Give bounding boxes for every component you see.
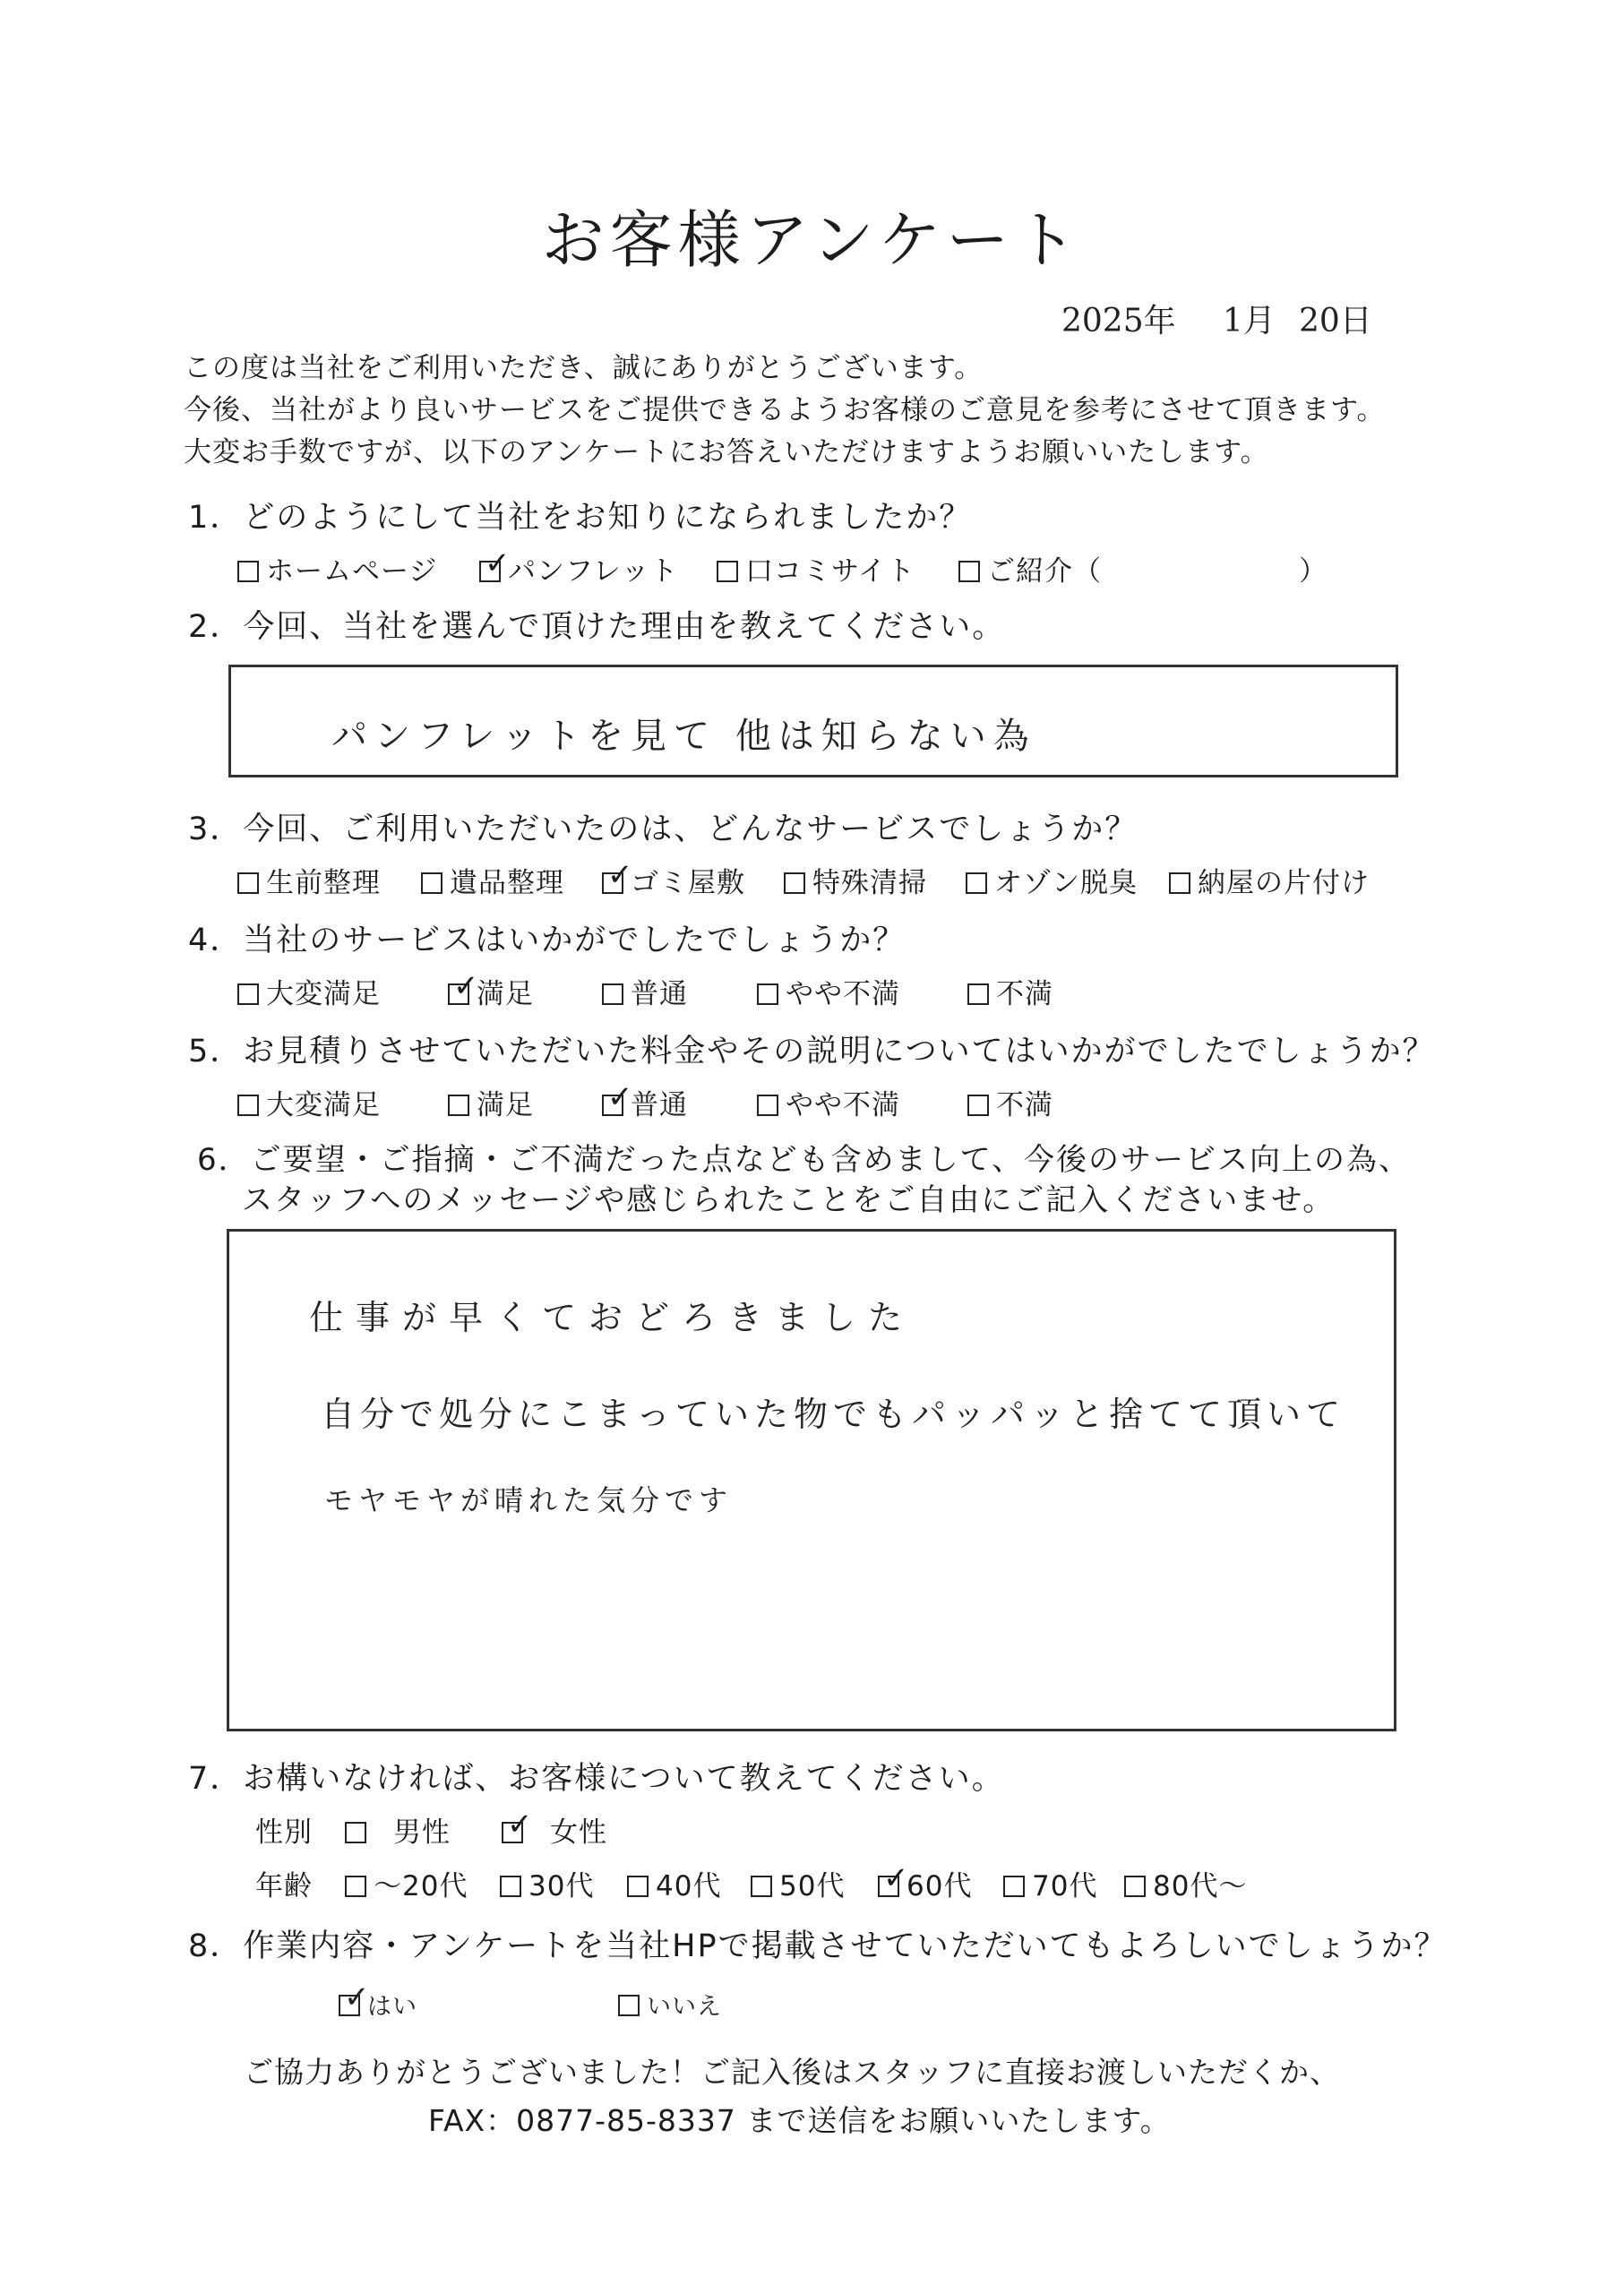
- date-year: 2025年: [1061, 303, 1176, 339]
- closing-line-1: ご協力ありがとうございました！ご記入後はスタッフに直接お渡しいただくか、: [244, 2055, 1340, 2090]
- check-mark-icon: ✓: [607, 857, 634, 893]
- checkbox-checked[interactable]: [479, 545, 511, 582]
- checkbox[interactable]: [618, 1995, 640, 2016]
- check-mark-icon: ✓: [607, 1079, 634, 1115]
- age-option-50s[interactable]: 50代: [751, 1863, 845, 1903]
- question-2: 2．今回、当社を選んで頂けた理由を教えてください。: [188, 609, 1006, 645]
- age-option-80s-plus[interactable]: 80代～: [1124, 1863, 1247, 1903]
- q3-option-ozone-deodorize[interactable]: オゾン脱臭: [966, 860, 1138, 900]
- q3-option-special-cleaning[interactable]: 特殊清掃: [784, 860, 927, 900]
- question-6-line-2: スタッフへのメッセージや感じられたことをご自由にご記入くださいませ。: [242, 1182, 1336, 1218]
- checkbox[interactable]: [237, 872, 259, 894]
- q6-answer-line-2: 自分で処分にこまっていた物でもパッパッと捨てて頂いて: [321, 1395, 1346, 1434]
- checkbox[interactable]: [237, 1095, 259, 1116]
- q6-answer-line-1: 仕事が早くておどろきました: [309, 1298, 915, 1337]
- checkbox[interactable]: [448, 1095, 469, 1116]
- check-mark-icon: ✓: [344, 1980, 371, 2015]
- q5-option-dissatisfied[interactable]: 不満: [967, 1082, 1053, 1122]
- q2-answer: パンフレットを見て 他は知らない為: [331, 716, 1036, 757]
- question-7: 7．お構いなければ、お客様について教えてください。: [188, 1761, 1005, 1797]
- q5-option-very-satisfied[interactable]: 大変満足: [237, 1082, 381, 1122]
- age-option-40s[interactable]: 40代: [627, 1863, 721, 1903]
- q6-answer-line-3: モヤモヤが晴れた気分です: [324, 1483, 734, 1517]
- checkbox[interactable]: [1169, 872, 1190, 894]
- checkbox[interactable]: [1003, 1876, 1025, 1897]
- checkbox[interactable]: [237, 983, 259, 1005]
- q5-option-satisfied[interactable]: 満足: [448, 1082, 534, 1122]
- intro-line-1: この度は当社をご利用いただき、誠にありがとうございます。: [184, 352, 984, 384]
- q4-option-satisfied[interactable]: ✓ 満足: [448, 971, 534, 1011]
- checkbox[interactable]: [345, 1876, 366, 1897]
- checkbox-checked[interactable]: [602, 1079, 634, 1116]
- checkbox-checked[interactable]: [448, 968, 480, 1005]
- check-mark-icon: ✓: [453, 968, 480, 1004]
- intro-line-2: 今後、当社がより良いサービスをご提供できるようお客様のご意見を参考にさせて頂きます。: [184, 394, 1386, 426]
- age-option-30s[interactable]: 30代: [500, 1863, 594, 1903]
- check-mark-icon: ✓: [883, 1860, 910, 1896]
- checkbox[interactable]: [602, 983, 623, 1005]
- checkbox[interactable]: [1124, 1876, 1146, 1897]
- q3-option-barn-cleanup[interactable]: 納屋の片付け: [1169, 860, 1370, 900]
- age-option-60s[interactable]: ✓ 60代: [878, 1863, 972, 1903]
- q4-option-somewhat-dissatisfied[interactable]: やや不満: [757, 971, 900, 1011]
- q5-option-neutral[interactable]: ✓ 普通: [602, 1082, 688, 1122]
- q1-option-homepage[interactable]: ホームページ: [237, 548, 437, 588]
- q4-option-very-satisfied[interactable]: 大変満足: [237, 971, 381, 1011]
- date-month: 1月: [1223, 303, 1276, 339]
- checkbox-checked[interactable]: [878, 1860, 910, 1897]
- q1-close-paren: ）: [1299, 555, 1328, 588]
- checkbox-checked[interactable]: [602, 857, 634, 894]
- q4-option-neutral[interactable]: 普通: [602, 971, 688, 1011]
- check-mark-icon: ✓: [507, 1807, 534, 1842]
- checkbox[interactable]: [967, 983, 989, 1005]
- checkbox[interactable]: [966, 872, 987, 894]
- checkbox-checked[interactable]: [339, 1980, 371, 2016]
- checkbox[interactable]: [500, 1876, 521, 1897]
- question-3: 3．今回、ご利用いただいたのは、どんなサービスでしょうか？: [188, 812, 1139, 847]
- checkbox[interactable]: [627, 1876, 649, 1897]
- question-4: 4．当社のサービスはいかがでしたでしょうか？: [188, 923, 907, 958]
- question-8: 8．作業内容・アンケートを当社HPで掲載させていただいてもよろしいでしょうか？: [188, 1928, 1448, 1964]
- checkbox[interactable]: [967, 1095, 989, 1116]
- gender-option-male[interactable]: 男性: [345, 1809, 451, 1850]
- q1-option-referral[interactable]: ご紹介（: [958, 548, 1102, 588]
- q3-option-estate-cleanup[interactable]: 遺品整理: [421, 860, 564, 900]
- age-label: 年齢: [255, 1870, 313, 1902]
- q1-option-pamphlet[interactable]: ✓ パンフレット: [479, 548, 678, 588]
- gender-option-female[interactable]: ✓ 女性: [502, 1809, 607, 1850]
- q8-option-no[interactable]: いいえ: [618, 1987, 722, 2022]
- gender-label: 性別: [255, 1816, 313, 1849]
- q5-option-somewhat-dissatisfied[interactable]: やや不満: [757, 1082, 900, 1122]
- question-6-line-1: 6．ご要望・ご指摘・ご不満だった点なども含めまして、今後のサービス向上の為、: [197, 1142, 1411, 1178]
- question-5: 5．お見積りさせていただいた料金やその説明についてはいかがでしたでしょうか？: [188, 1034, 1436, 1069]
- checkbox[interactable]: [958, 561, 980, 582]
- date-day: 20日: [1299, 303, 1372, 339]
- page-title: お客様アンケート: [541, 203, 1083, 277]
- checkbox[interactable]: [751, 1876, 772, 1897]
- checkbox[interactable]: [784, 872, 805, 894]
- checkbox[interactable]: [757, 983, 778, 1005]
- age-option-under-20s[interactable]: ～20代: [345, 1863, 468, 1903]
- age-option-70s[interactable]: 70代: [1003, 1863, 1097, 1903]
- checkbox[interactable]: [717, 561, 738, 582]
- q4-option-dissatisfied[interactable]: 不満: [967, 971, 1053, 1011]
- closing-line-2: FAX：0877-85-8337 まで送信をお願いいたします。: [428, 2103, 1171, 2138]
- question-1: 1．どのようにして当社をお知りになられましたか？: [188, 500, 973, 536]
- check-mark-icon: ✓: [485, 545, 511, 581]
- checkbox[interactable]: [421, 872, 443, 894]
- q3-option-garbage-house[interactable]: ✓ ゴミ屋敷: [602, 860, 745, 900]
- intro-line-3: 大変お手数ですが、以下のアンケートにお答えいただけますようお願いいたします。: [184, 436, 1269, 468]
- checkbox[interactable]: [345, 1822, 366, 1843]
- q1-option-review-site[interactable]: 口コミサイト: [717, 548, 915, 588]
- checkbox[interactable]: [237, 561, 259, 582]
- q3-option-pre-death-cleanup[interactable]: 生前整理: [237, 860, 381, 900]
- checkbox-checked[interactable]: [502, 1807, 534, 1843]
- q8-option-yes[interactable]: ✓ はい: [339, 1987, 417, 2022]
- checkbox[interactable]: [757, 1095, 778, 1116]
